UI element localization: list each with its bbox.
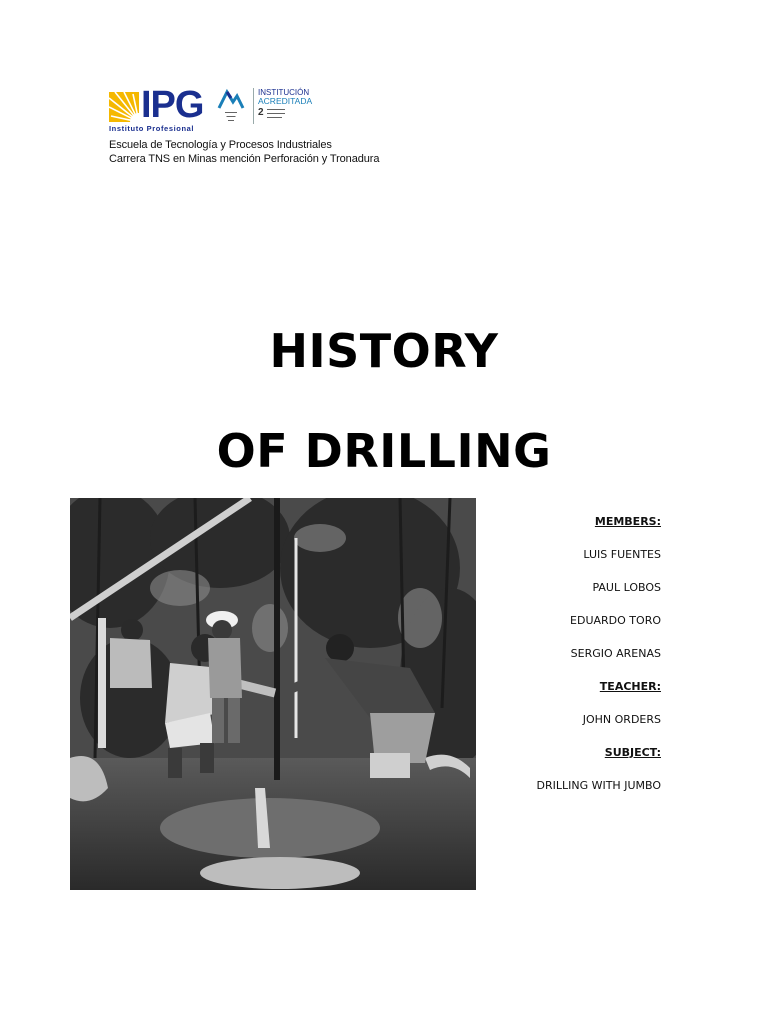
sun-logo-icon [109, 92, 139, 122]
institution-header [109, 84, 429, 166]
accreditation-mark [213, 88, 249, 128]
logo-subtitle: Instituto Profesional [109, 124, 195, 133]
info-panel [441, 512, 661, 809]
member-name: SERGIO ARENAS [570, 647, 661, 660]
teacher-label: TEACHER: [599, 680, 661, 693]
subject-label: SUBJECT: [604, 746, 661, 759]
accreditation-line2: ACREDITADA [258, 96, 313, 106]
member-name: PAUL LOBOS [592, 581, 661, 594]
ipg-logo [109, 84, 205, 136]
title-line-2: OF DRILLING [216, 424, 552, 478]
accreditation-logo-icon [213, 88, 249, 110]
accreditation-detail-icon: ▬▬▬▬▬▬ ▬▬▬▬▬▬ ▬▬▬▬▬ [267, 107, 285, 119]
accreditation-years: 2 [258, 107, 264, 118]
subject-name: DRILLING WITH JUMBO [536, 779, 661, 792]
accreditation-fine-print-icon: ▬▬▬▬ ▬▬▬ ▬▬ [225, 110, 237, 122]
logo-row [109, 84, 429, 136]
title-line-1: HISTORY [269, 324, 499, 378]
members-label: MEMBERS: [594, 515, 661, 528]
drilling-photo-illustration [70, 498, 476, 890]
school-name: Escuela de Tecnología y Procesos Industriales [109, 139, 332, 151]
accreditation-block [253, 88, 312, 124]
member-name: LUIS FUENTES [583, 548, 661, 561]
logo-text: IPG [141, 84, 204, 126]
teacher-name: JOHN ORDERS [582, 713, 661, 726]
accreditation-line1: INSTITUCIÓN [258, 88, 310, 97]
drilling-photo [70, 498, 476, 890]
member-name: EDUARDO TORO [570, 614, 661, 627]
career-name: Carrera TNS en Minas mención Perforación y Tronadura [109, 153, 380, 165]
